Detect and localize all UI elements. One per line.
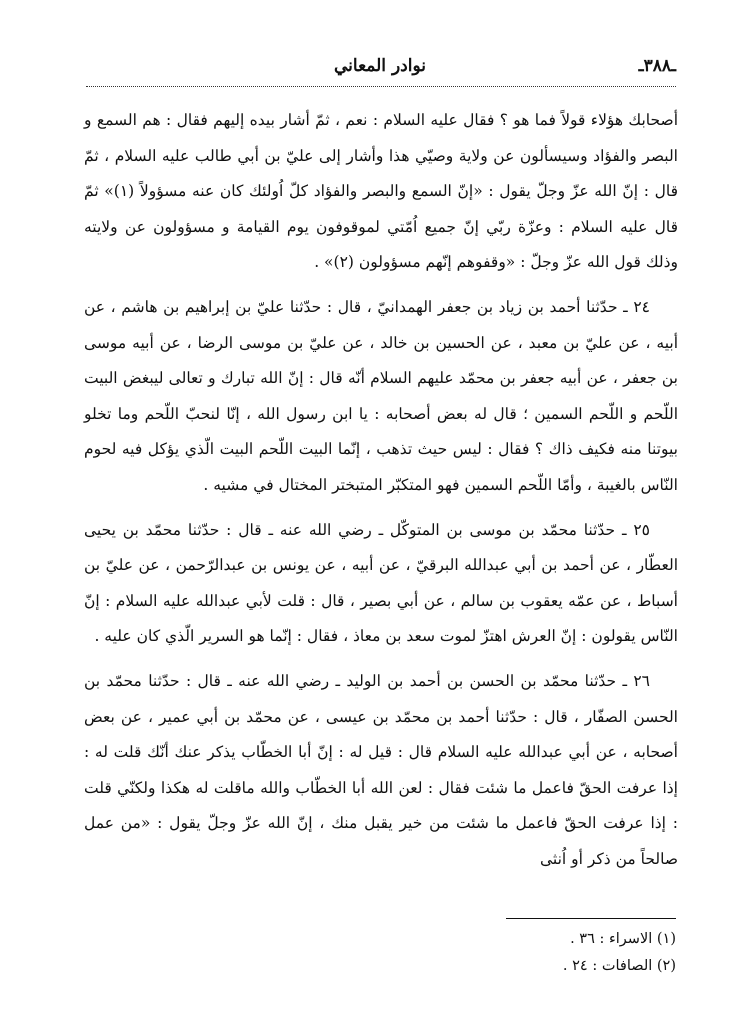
footnote-divider bbox=[506, 918, 676, 919]
paragraph-continuation: أصحابك هؤلاء قولاً فما هو ؟ فقال عليه السلام : نعم ، ثمّ أشار بيده إليهم فقال : هم السمع و البصر والفؤاد وسيسألون عن ولاية وصيّي هذا وأشار إلى عليّ بن أبي طالب عليه السلام ، ثمّ قال : إنّ الله عزّ وجلّ يقول : «إنّ السمع والبصر والفؤاد كلّ اُولئك كان عنه مسؤولاً (١)» ثمّ قال عليه السلام : وعزّة ربّي إنّ جميع اُمّتي لموقوفون يوم القيامة و مسؤولون عن ولايته وذلك قول الله عزّ وجلّ : «وقفوهم إنّهم مسؤولون (٢)» . bbox=[84, 111, 678, 272]
hadith-24: ٢٤ ـ حدّثنا أحمد بن زياد بن جعفر الهمدانيّ ، قال : حدّثنا عليّ بن إبراهيم بن هاشم ، عن أبيه ، عن عليّ بن معبد ، عن الحسين بن خالد ، عن عليّ بن موسى الرضا ، عن أبيه موسى بن جعفر ، عن أبيه جعفر بن محمّد عليهم السلام أنّه قال : إنّ الله تبارك و تعالى ليبغض البيت اللّحم و اللّحم السمين ؛ قال له بعض أصحابه : يا ابن رسول الله ، إنّا لنحبّ اللّحم وما تخلو بيوتنا منه فكيف ذاك ؟ فقال : ليس حيث تذهب ، إنّما البيت اللّحم البيت الّذي يؤكل فيه لحوم النّاس بالغيبة ، وأمّا اللّحم السمين فهو المتكبّر المتبختر المختال في مشيه . bbox=[84, 297, 678, 494]
running-title: نوادر المعاني bbox=[334, 56, 426, 76]
main-text bbox=[84, 103, 678, 877]
hadith-25: ٢٥ ـ حدّثنا محمّد بن موسى بن المتوكّل ـ رضي الله عنه ـ قال : حدّثنا محمّد بن يحيى العطّار ، عن أحمد بن أبي عبدالله البرقيّ ، عن أبيه ، عن يونس بن عبدالرّحمن ، عن عليّ بن أسباط ، عن عمّه يعقوب بن سالم ، عن أبي بصير ، قال : قلت لأبي عبدالله عليه السلام : إنّ النّاس يقولون : إنّ العرش اهتزّ لموت سعد بن معاذ ، فقال : إنّما هو السرير الّذي كان عليه . bbox=[84, 520, 678, 646]
footnote-1: (١) الاسراء : ٣٦ . bbox=[570, 931, 676, 947]
hadith-26: ٢٦ ـ حدّثنا محمّد بن الحسن بن أحمد بن الوليد ـ رضي الله عنه ـ قال : حدّثنا محمّد بن الحسن الصفّار ، قال : حدّثنا أحمد بن محمّد بن عيسى ، عن محمّد بن أبي عمير ، عن بعض أصحابه ، عن أبي عبدالله عليه السلام قال : قيل له : إنّ أبا الخطّاب يذكر عنك أنّك قلت له : إذا عرفت الحقّ فاعمل ما شئت فقال : لعن الله أبا الخطّاب والله ماقلت له هكذا ولكنّي قلت : إذا عرفت الحقّ فاعمل ما شئت من خير يقبل منك ، إنّ الله عزّ وجلّ يقول : «من عمل صالحاً من ذكر أو اُنثى bbox=[84, 671, 678, 868]
page-header bbox=[84, 56, 676, 86]
footnote-2: (٢) الصافات : ٢٤ . bbox=[562, 958, 676, 974]
header-divider bbox=[86, 86, 676, 87]
footnotes bbox=[376, 926, 676, 980]
page-number: ـ٣٨٨ـ bbox=[638, 56, 676, 76]
